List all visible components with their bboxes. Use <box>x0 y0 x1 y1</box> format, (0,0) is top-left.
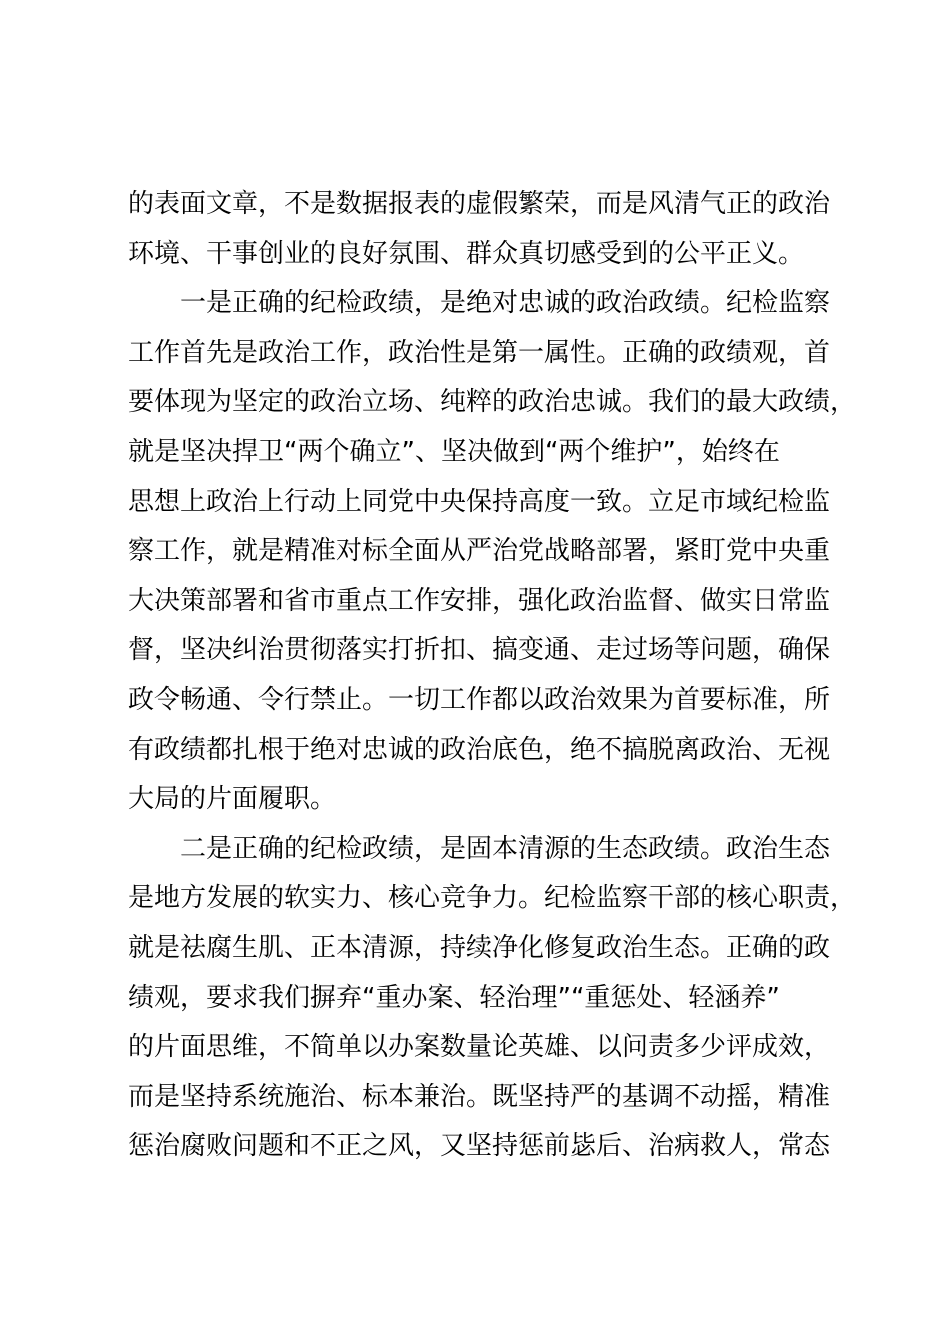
text-line: 察工作，就是精准对标全面从严治党战略部署，紧盯党中央重 <box>128 536 831 567</box>
paragraph-start-line: 二是正确的纪检政绩，是固本清源的生态政绩。政治生态 <box>180 833 831 864</box>
text-line: 而是坚持系统施治、标本兼治。既坚持严的基调不动摇，精准 <box>128 1081 831 1112</box>
text-line: 是地方发展的软实力、核心竞争力。纪检监察干部的核心职责， <box>128 883 857 914</box>
text-line: 就是坚决捍卫“两个确立”、坚决做到“两个维护”，始终在 <box>128 436 780 467</box>
text-line: 就是祛腐生肌、正本清源，持续净化修复政治生态。正确的政 <box>128 932 831 963</box>
text-line: 大决策部署和省市重点工作安排，强化政治监督、做实日常监 <box>128 585 831 616</box>
text-line: 环境、干事创业的良好氛围、群众真切感受到的公平正义。 <box>128 238 805 269</box>
text-line: 督，坚决纠治贯彻落实打折扣、搞变通、走过场等问题，确保 <box>128 635 831 666</box>
text-line: 惩治腐败问题和不正之风，又坚持惩前毖后、治病救人，常态 <box>128 1131 831 1162</box>
text-line: 思想上政治上行动上同党中央保持高度一致。立足市域纪检监 <box>128 486 831 517</box>
paragraph-start-line: 一是正确的纪检政绩，是绝对忠诚的政治政绩。纪检监察 <box>180 288 831 319</box>
text-line: 的表面文章，不是数据报表的虚假繁荣，而是风清气正的政治 <box>128 189 831 219</box>
text-line: 要体现为坚定的政治立场、纯粹的政治忠诚。我们的最大政绩， <box>128 387 857 418</box>
text-line: 的片面思维，不简单以办案数量论英雄、以问责多少评成效， <box>128 1032 831 1063</box>
text-line: 工作首先是政治工作，政治性是第一属性。正确的政绩观，首 <box>128 337 831 368</box>
text-line: 绩观，要求我们摒弃“重办案、轻治理”“重惩处、轻涵养” <box>128 982 780 1013</box>
text-line: 有政绩都扎根于绝对忠诚的政治底色，绝不搞脱离政治、无视 <box>128 734 831 765</box>
document-body <box>128 180 857 1172</box>
text-line: 政令畅通、令行禁止。一切工作都以政治效果为首要标准，所 <box>128 684 831 715</box>
text-line: 大局的片面履职。 <box>128 784 337 815</box>
